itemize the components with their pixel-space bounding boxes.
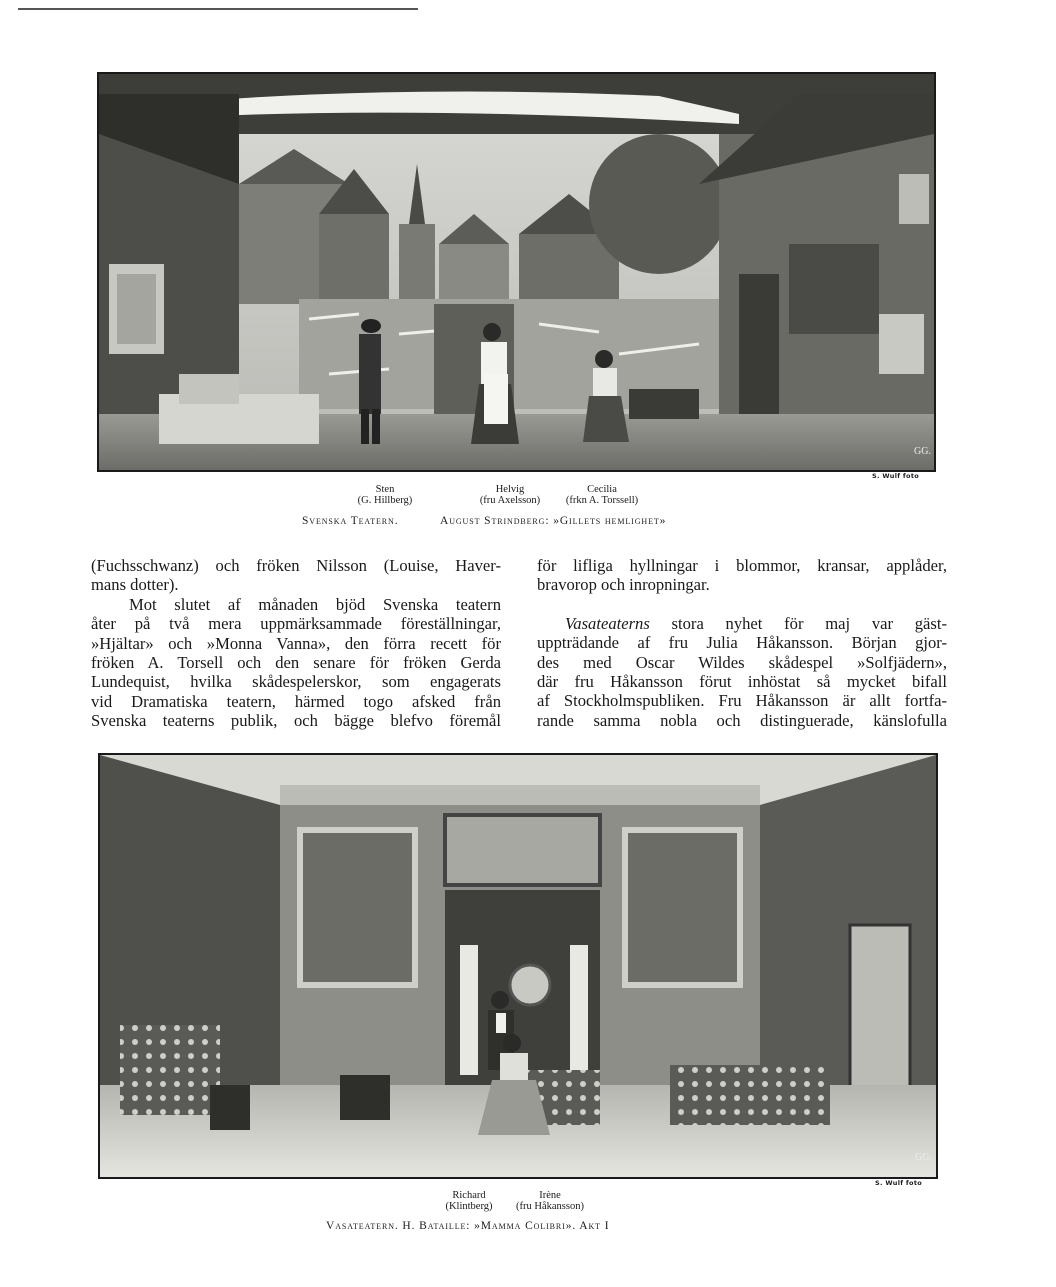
caption-2: Vasateatern. H. Bataille: »Mamma Colibri». Akt I (326, 1220, 610, 1232)
cast-actor: (frkn A. Torssell) (565, 495, 639, 506)
drawing-room-scene-image (100, 755, 936, 1177)
cast-role: Irène (539, 1190, 561, 1201)
stage-photo-mamma-colibri (98, 753, 938, 1179)
svg-text:GG.: GG. (914, 446, 931, 457)
text-line: för lifliga hyllningar i blommor, kransar, applåder, (537, 556, 947, 575)
photo-credit-1: S. Wulf foto (872, 472, 919, 480)
cast-sten (350, 484, 420, 506)
top-rule (18, 8, 418, 10)
cast-role: Cecilia (587, 484, 617, 495)
text-line: »Hjältar» och »Monna Vanna», den förra recett för (91, 633, 501, 653)
text-line: Svenska teaterns publik, och bägge blefvo föremål (91, 711, 501, 731)
photo-credit-2: S. Wulf foto (875, 1179, 922, 1187)
text-column-right (537, 556, 947, 730)
cast-role: Richard (452, 1190, 486, 1201)
cast-actor: (fru Håkansson) (516, 1201, 584, 1212)
text-line: vid Dramatiska teatern, härmed togo afsked från (91, 691, 501, 711)
text-line: (Fuchsschwanz) och fröken Nilsson (Louise, Haver- (91, 556, 501, 575)
text-line: rande samma nobla och distinguerade, känslofulla (537, 710, 947, 730)
cast-cecilia (548, 484, 656, 506)
text-line: fröken A. Torsell och den senare för fröken Gerda (91, 653, 501, 673)
text-line: Lundequist, hvilka skådespelerskor, som engagerats (91, 672, 501, 692)
text-line: uppträdande af fru Julia Håkansson. Början gjor- (537, 633, 947, 653)
cast-actor: (G. Hillberg) (357, 495, 413, 506)
text-line: af Stockholmspubliken. Fru Håkansson är allt fortfa- (537, 691, 947, 711)
town-square-scene-image (99, 74, 934, 470)
text-line (537, 614, 947, 633)
cast-irene (500, 1190, 600, 1212)
cast-role: Sten (375, 484, 395, 495)
text-line: des med Oscar Wildes skådespel »Solfjädern», (537, 652, 947, 672)
cast-actor: (Klintberg) (445, 1201, 493, 1212)
text-line: åter på två mera uppmärksammade föreställningar, (91, 614, 501, 634)
cast-helvig (466, 484, 554, 506)
caption-play-1: August Strindberg: »Gillets hemlighet» (440, 515, 667, 527)
text-line: Mot slutet af månaden bjöd Svenska teatern (129, 594, 501, 614)
cast-role: Helvig (495, 484, 525, 495)
text-line: bravorop och inropningar. (537, 575, 710, 595)
text-line-rest: stora nyhet för maj var gäst- (671, 613, 947, 633)
caption-theatre-1: Svenska Teatern. (302, 515, 399, 527)
cast-actor: (fru Axelsson) (479, 495, 541, 506)
svg-text:GG.: GG. (915, 1152, 932, 1163)
paragraph-gap (537, 595, 947, 614)
text-line: där fru Håkansson förut inhöstat så mycket bifall (537, 672, 947, 692)
text-column-left (91, 556, 501, 731)
text-italic-vasateaterns: Vasateaterns (565, 613, 650, 633)
text-line: mans dotter). (91, 575, 179, 595)
stage-photo-gillets-hemlighet (97, 72, 936, 472)
